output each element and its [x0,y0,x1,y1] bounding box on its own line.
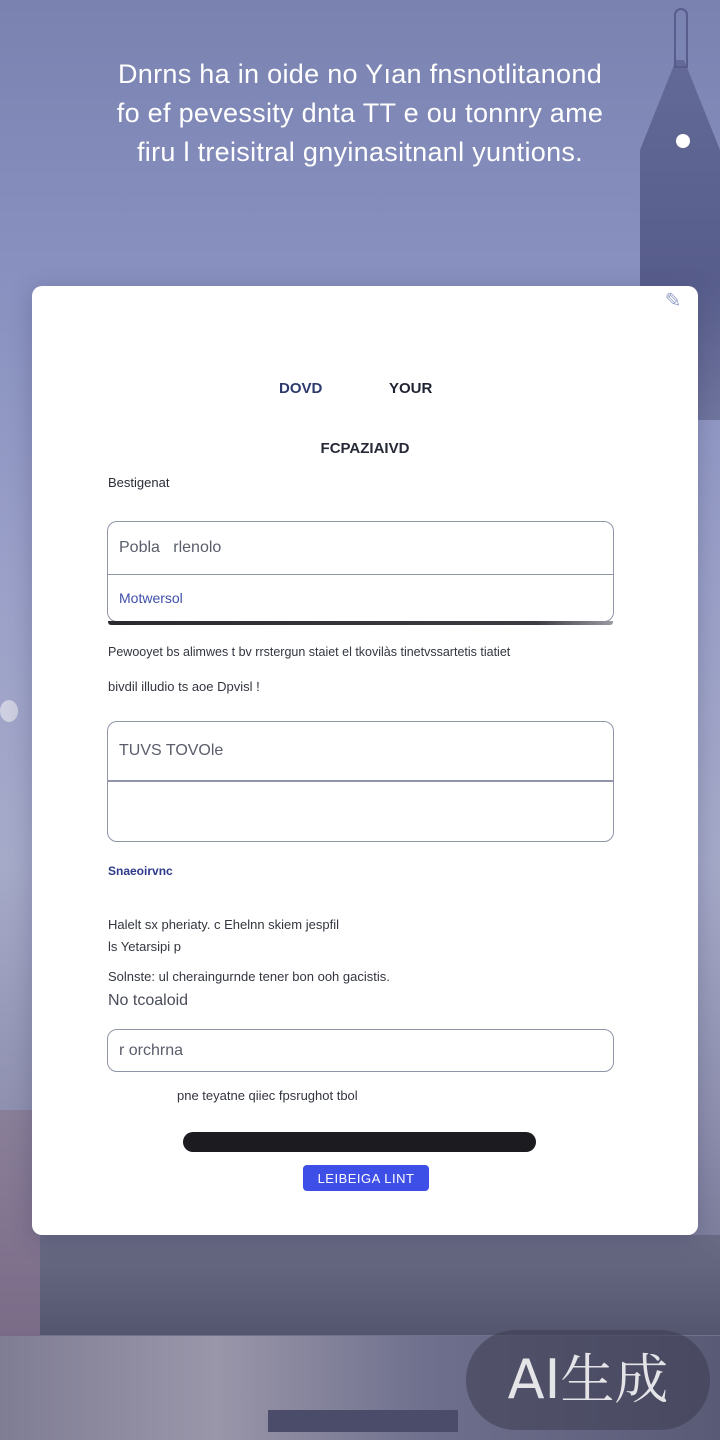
city-silhouette-bottom [40,1235,720,1335]
card-title-left: DOVD [279,380,323,397]
primary-submit-button[interactable]: LEIBEIGA LINT [303,1165,429,1191]
hero-line-1: Dnrns ha in oide no Yıan fnsnotlitanond [117,59,603,89]
description-line-1: Pewooyet bs alimwes t bv rrstergun staiet el tkovilàs tinetvssartetis tiatiet [108,645,511,659]
quill-icon: ✎ [664,290,682,312]
card-title-right: YOUR [389,380,433,397]
footnote-text: pne teyatne qiiec fpsrughot tbol [177,1088,358,1103]
third-field-input[interactable] [107,721,614,781]
second-field-input[interactable] [107,574,614,622]
description-line-2: bivdil illudio ts aoe Dpvisl ! [108,679,260,694]
background-orb [0,700,18,722]
card-subtitle: FCPAZIAIVD [320,440,410,457]
info-line-2: ls Yetarsipi p [108,939,181,954]
hero-heading [40,55,680,172]
info-line-3: Solnste: ul cheraingurnde tener bon ooh gacistis. [108,969,390,984]
fifth-field-input[interactable] [107,1029,614,1072]
hero-line-2: fo ef pevessity dnta TT e ou tonnry ame [116,98,604,128]
field-focus-bar [108,621,613,625]
info-line-1: Halelt sx pheriaty. c Ehelnn skiem jespfil [108,917,339,932]
info-line-4: No tcoaloid [108,992,189,1009]
card-title [32,380,698,402]
hero-line-3: firu l treisitral gnyinasitnanl yuntions. [136,137,583,167]
first-field-input[interactable] [107,521,614,575]
watermark-badge: AI生成 [466,1330,710,1430]
dark-action-bar[interactable] [183,1132,536,1152]
section-label: Bestigenat [108,475,170,490]
section-link[interactable]: Snaeoirvnc [108,864,173,878]
fourth-field-input[interactable] [107,781,614,842]
signup-card [32,286,698,1235]
city-strip-block [268,1410,458,1432]
